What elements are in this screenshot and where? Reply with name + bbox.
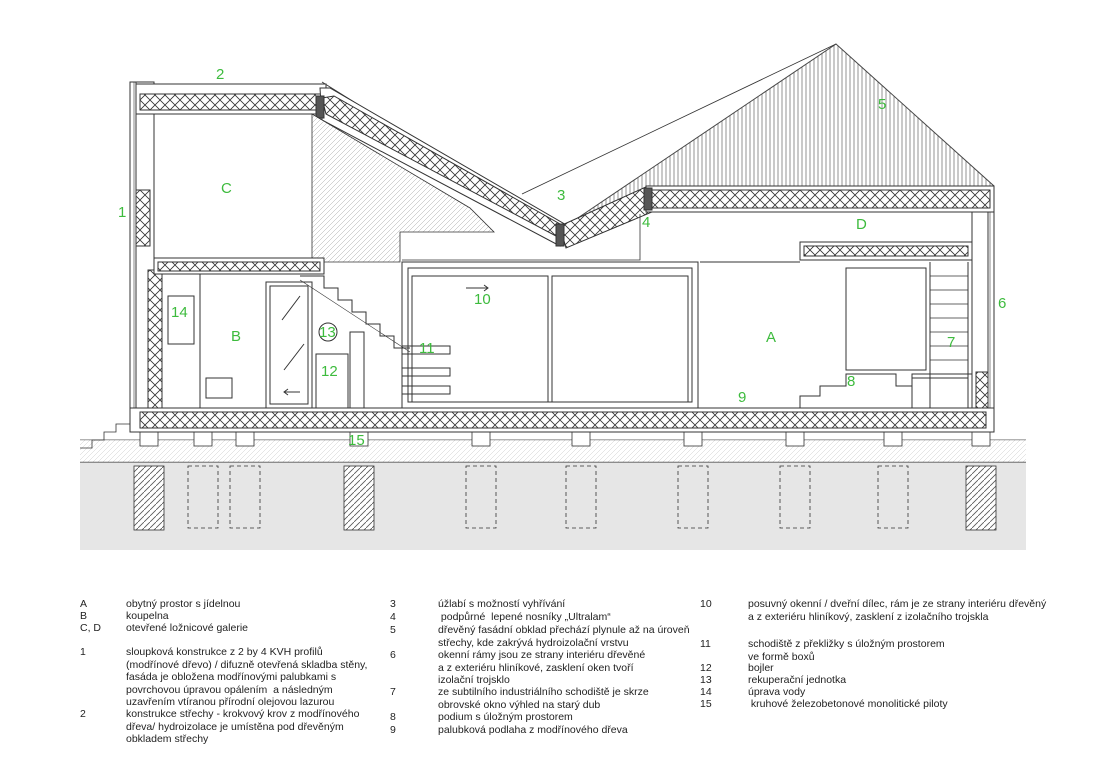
podium-stairs <box>700 262 972 408</box>
label-6: 6 <box>998 295 1007 312</box>
label-a: A <box>766 329 777 346</box>
gallery-d-floor <box>800 242 972 260</box>
label-c: C <box>221 180 232 197</box>
floor-slab <box>130 408 994 432</box>
right-wall <box>972 186 994 408</box>
gallery-c-floor <box>154 258 324 274</box>
label-7: 7 <box>947 334 956 351</box>
label-10: 10 <box>474 291 491 308</box>
sliding-window <box>284 262 698 408</box>
label-2: 2 <box>216 66 225 83</box>
label-12: 12 <box>321 363 338 380</box>
label-8: 8 <box>847 373 856 390</box>
label-4: 4 <box>642 214 651 231</box>
bathroom <box>168 274 364 408</box>
legend-column-1: A obytný prostor s jídelnou B koupelna C, D otevřené ložnicové galerie 1 sloupková konstrukce z 2 by 4 KVH profilů (modřínové dřevo) / difuzně otevřená skladba stěny, fasáda je obložena modřínovými palubkami s povrchovou úpravou opálením a následným uzavřením vtíranou přírodní olejovou lazurou 2 konstrukce střechy - krokvový krov z modřínového dřeva/ hydroizolace je umístěna pod dřevěným obkladem střechy <box>80 598 368 745</box>
label-11: 11 <box>419 340 435 357</box>
label-d: D <box>856 216 867 233</box>
ground <box>80 440 1026 550</box>
label-13: 13 <box>319 324 336 341</box>
label-15: 15 <box>348 432 365 449</box>
label-5: 5 <box>878 96 887 113</box>
legend-column-3: 10 posuvný okenní / dveřní dílec, rám je ze strany interiéru dřevěný a z exteriéru hliníkový, zasklení z izolačního trojskla 11 schodiště z překližky s úložným prostorem ve formě boxů 12 bojler 13 rekuperační jednotka 14 úprava vody 15 kruhové železobetonové monolitické piloty <box>700 598 1047 710</box>
label-1: 1 <box>118 204 127 221</box>
legend-column-2: 3 úžlabí s možností vyhřívání 4 podpůrné lepené nosníky „Ultralam“ 5 dřevěný fasádní obklad přechází plynule až na úroveň střechy, kde zakrývá hydroizolační vrstvu 6 okenní rámy jsou ze strany interiéru dřevěné a z exteriéru hliníkové, zasklení oken tvoří izolační trojsklo 7 ze subtilního industriálního schodiště je skrze obrovské okno výhled na starý dub 8 podium s úložným prostorem 9 palubková podlaha z modřínového dřeva <box>390 598 690 736</box>
label-9: 9 <box>738 389 747 406</box>
label-b: B <box>231 328 242 345</box>
label-14: 14 <box>171 304 188 321</box>
label-3: 3 <box>557 187 566 204</box>
left-wall <box>130 82 162 408</box>
